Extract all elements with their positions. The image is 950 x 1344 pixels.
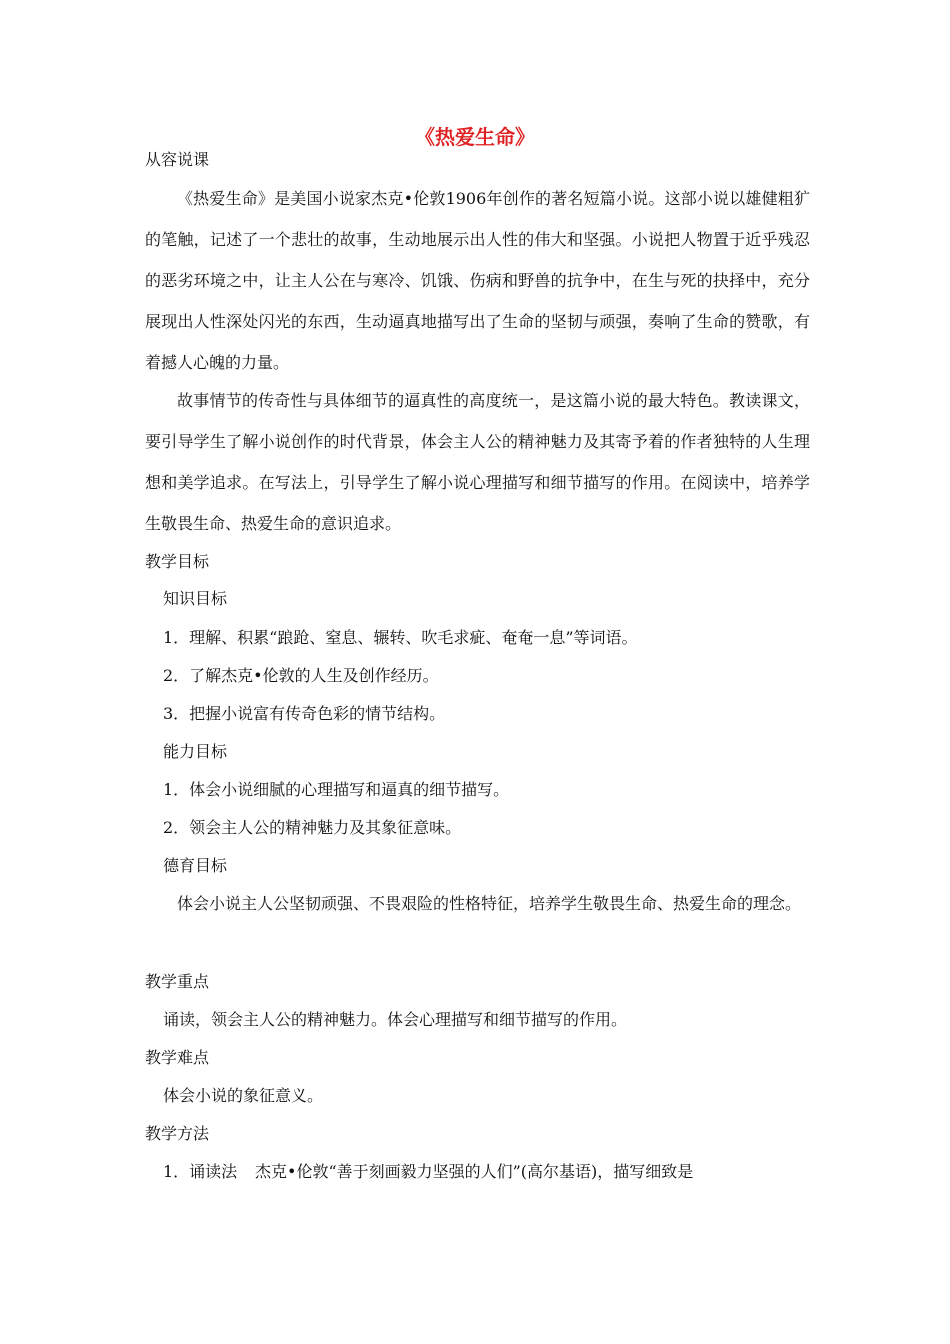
method-description: 杰克•伦敦“善于刻画毅力坚强的人们”(高尔基语)，描写细致是 bbox=[255, 1162, 694, 1181]
knowledge-goal-item: 1．理解、积累“踉跄、窒息、辗转、吹毛求疵、奄奄一息”等词语。 bbox=[163, 628, 638, 647]
method-item bbox=[163, 1160, 810, 1184]
section-heading-difficulty: 教学难点 bbox=[145, 1048, 210, 1067]
ability-goal-item: 2．领会主人公的精神魅力及其象征意味。 bbox=[163, 818, 462, 837]
section-heading-method: 教学方法 bbox=[145, 1124, 210, 1143]
ability-goal-item: 1．体会小说细腻的心理描写和逼真的细节描写。 bbox=[163, 780, 510, 799]
section-heading-key-points: 教学重点 bbox=[145, 972, 210, 991]
intro-paragraph-2: 故事情节的传奇性与具体细节的逼真性的高度统一，是这篇小说的最大特色。教读课文，要引导学生了解小说创作的时代背景，体会主人公的精神魅力及其寄予着的作者独特的人生理想和美学追求。在写法上，引导学生了解小说心理描写和细节描写的作用。在阅读中，培养学生敬畏生命、热爱生命的意识追求。 bbox=[145, 391, 810, 533]
ability-goals-heading: 能力目标 bbox=[163, 742, 228, 761]
knowledge-goals-heading: 知识目标 bbox=[163, 589, 228, 608]
section-heading-goals: 教学目标 bbox=[145, 552, 210, 571]
method-name: 1．诵读法 bbox=[163, 1162, 238, 1181]
key-points-text: 诵读，领会主人公的精神魅力。体会心理描写和细节描写的作用。 bbox=[163, 1010, 628, 1029]
moral-goal-text: 体会小说主人公坚韧顽强、不畏艰险的性格特征，培养学生敬畏生命、热爱生命的理念。 bbox=[177, 894, 802, 913]
knowledge-goal-item: 2．了解杰克•伦敦的人生及创作经历。 bbox=[163, 666, 439, 685]
document-title: 《热爱生命》 bbox=[415, 125, 535, 149]
section-heading-intro: 从容说课 bbox=[145, 150, 210, 169]
moral-goals-heading: 德育目标 bbox=[163, 856, 228, 875]
knowledge-goal-item: 3．把握小说富有传奇色彩的情节结构。 bbox=[163, 704, 446, 723]
difficulty-text: 体会小说的象征意义。 bbox=[163, 1086, 324, 1105]
intro-paragraph-1: 《热爱生命》是美国小说家杰克•伦敦1906年创作的著名短篇小说。这部小说以雄健粗犷的笔触，记述了一个悲壮的故事，生动地展示出人性的伟大和坚强。小说把人物置于近乎残忍的恶劣环境之中，让主人公在与寒冷、饥饿、伤病和野兽的抗争中，在生与死的抉择中，充分展现出人性深处闪光的东西，生动逼真地描写出了生命的坚韧与顽强，奏响了生命的赞歌，有着撼人心魄的力量。 bbox=[145, 189, 810, 372]
